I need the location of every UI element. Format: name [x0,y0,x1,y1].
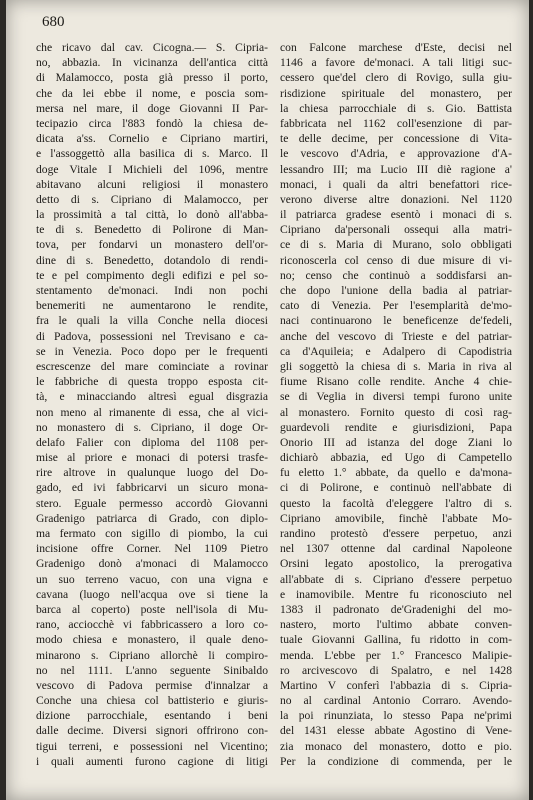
text-line: di Padova, possessioni nel Trevisano e ca- [36,329,268,343]
text-line: risdizione spirituale del monastero, per [280,86,512,100]
text-line: e inamovibile. Mentre fu riconosciuto nel [280,587,512,601]
text-line: modo chiesa e monastero, il quale deno- [36,633,268,647]
text-line: no al cardinal Antonio Corraro. Avendo- [280,694,512,708]
text-line: no monastero di s. Cipriano, il doge Or- [36,420,268,434]
text-line: delafo Falier con diploma del 1108 per- [36,435,268,449]
text-line: barca al coperto) poste nell'isola di Mu- [36,602,268,616]
text-line: cato di Venezia. Per l'esemplarità de'mo- [280,299,512,313]
text-line: detto di s. Cipriano di Malamocco, per [36,192,268,206]
text-line: al monastero. Fornito questo di così rag- [280,405,512,419]
right-column [280,40,512,769]
text-line: Martino V conferì l'abbazia di s. Cipria- [280,678,512,692]
text-line: rano, acciocchè vi fabbricassero a loro co- [36,618,268,632]
text-line: incisione offre Corner. Nel 1109 Pietro [36,542,268,556]
text-line: Per la condizione di commenda, per le [280,754,512,768]
text-line: no nel 1111. L'anno seguente Sinibaldo [36,663,268,677]
text-line: minarono s. Cipriano allorchè li compiro- [36,648,268,662]
text-line: cessero que'del clero di Rovigo, sulla giu- [280,71,512,85]
text-line: la chiesa parrocchiale di s. Gio. Battista [280,101,512,115]
text-line: naci continuarono le beneficenze de'fedeli, [280,314,512,328]
text-line: la prossimità a tal città, lo donò all'abba- [36,208,268,222]
text-line: Orsini legato apostolico, la prerogativa [280,557,512,571]
text-line: benemeriti ne aumentarono le rendite, [36,299,268,313]
text-line: tuale Giovanni Gallina, fu ridotto in com- [280,633,512,647]
text-line: non meno al rimanente di essa, che al vici- [36,405,268,419]
text-line: e l'assoggettò alla basilica di s. Marco. Il [36,147,268,161]
text-line: Cipriano da'personali ossequi alla matri- [280,223,512,237]
text-line: mise al priore e monaci di potersi trasfe- [36,451,268,465]
text-line: 1146 a favore de'monaci. A tali litigi suc- [280,56,512,70]
text-line: no; censo che continuò a soddisfarsi an- [280,268,512,282]
text-line: Cipriano amovibile, finchè l'abbate Mo- [280,511,512,525]
text-line: dichiarò abbazia, ed Ugo di Campetello [280,451,512,465]
text-line: fabbricata nel 1162 coll'esenzione di par- [280,116,512,130]
text-line: un suo terreno vacuo, con una vigna e [36,572,268,586]
text-line: ci di Polirone, e continuò nell'abbate di [280,481,512,495]
text-line: all'abbate di s. Cipriano d'essere perpetuo [280,572,512,586]
text-line: di Malamocco, posta già presso il porto, [36,71,268,85]
text-line: che ricavo dal cav. Cicogna.— S. Cipria- [36,41,268,54]
text-line: gado, ed ivi fabbricarvi un sicuro mona- [36,481,268,495]
text-line: stero. Eguale permesso accordò Giovanni [36,496,268,510]
text-line: tecipazio circa l'883 fondò la chiesa de- [36,116,268,130]
text-line: verono diverse altre donazioni. Nel 1120 [280,192,512,206]
text-line: cavana (luogo nell'acqua ove si tiene la [36,587,268,601]
text-line: zia monaco del monastero, dotto e pio. [280,739,512,753]
text-line: anche del vescovo di Trieste e del patriar- [280,329,512,343]
text-line: no, abbazia. In vicinanza dell'antica città [36,56,268,70]
text-line: se di Veglia in diversi tempi furono unite [280,390,512,404]
text-line: abitavano alcuni religiosi il monastero [36,177,268,191]
text-line: te di s. Benedetto di Polirone di Man- [36,223,268,237]
text-line: Onorio III ad istanza del doge Ziani lo [280,435,512,449]
text-line: randino protestò d'essere perpetuo, anzi [280,527,512,540]
text-line: fra le quali la villa Conche nella diocesi [36,314,268,328]
text-line: le fabbriche di questa troppo esposta cit- [36,375,268,389]
text-line: questo la facoltà d'eleggere l'altro di s. [280,496,512,510]
text-line: che dopo l'unione della badia al patriar- [280,284,512,297]
text-line: lessandro III; ma Lucio III diè ragione a' [280,162,512,176]
text-line: tova, per fondarvi un monastero dell'or- [36,238,268,252]
text-line: guardevoli rendite e giurisdizioni, Papa [280,420,512,434]
text-line: ro arcivescovo di Spalatro, e nel 1428 [280,663,512,677]
text-line: gli soggettò la chiesa di s. Maria in riva al [280,359,512,373]
text-line: riconoscerla col censo di due misure di vi- [280,253,512,267]
text-line: doge Vitale I Michieli del 1096, mentre [36,162,268,176]
page-number: 680 [42,14,65,30]
text-line: Gradenigo donò a'monaci di Malamocco [36,557,268,571]
text-line: Gradenigo patriarca di Grado, con diplo- [36,511,268,525]
text-line: Conche una chiesa col battisterio e giuris- [36,694,268,708]
text-line: le vescovo d'Adria, e approvazione d'A- [280,147,512,161]
text-line: ma fermato con sigillo di piombo, la cui [36,527,268,540]
text-line: 1383 il padronato de'Gradenighi del mo- [280,602,512,616]
text-line: ca d'Aquileia; e Adalpero di Capodistria [280,344,512,358]
text-line: mersa nel mare, il doge Giovanni II Par- [36,101,268,115]
text-line: stentamento de'monaci. Indi non pochi [36,284,268,297]
text-line: del 1431 elesse abbate Agostino di Vene- [280,724,512,738]
text-line: dalle decime. Diversi signori offrirono con- [36,724,268,738]
text-line: il patriarca gradese esentò i monaci di s. [280,208,512,222]
text-line: fu eletto 1.° abbate, da quello e da'mona- [280,466,512,480]
text-line: tigui terreni, e possessioni nel Vicentino; [36,739,268,753]
text-line: vescovo di Padova permise d'innalzar a [36,678,268,692]
text-line: nastero, morto l'ultimo abbate conven- [280,618,512,632]
text-line: che da lei ebbe il nome, e poscia som- [36,86,268,100]
text-line: menda. L'ebbe per 1.° Francesco Malipie- [280,648,512,662]
text-line: con Falcone marchese d'Este, decisi nel [280,41,512,54]
text-line: se in Venezia. Poco dopo per le frequenti [36,344,268,358]
text-line: dicata a'ss. Cornelio e Cipriano martiri, [36,132,268,146]
text-line: fiume Risano colle rendite. Anche 4 chie- [280,375,512,389]
text-line: te delle decime, per concessione di Vita- [280,132,512,146]
text-line: la poi rinunziata, lo stesso Papa ne'primi [280,709,512,723]
left-column [36,40,268,769]
book-page [6,0,529,800]
text-line: te e pel compimento degli edifizi e pel so- [36,268,268,282]
text-line: escrescenze del mare cominciate a rovinar [36,359,268,373]
text-line: dizione parrocchiale, esentando i beni [36,709,268,723]
text-line: dine di s. Benedetto, dotandolo di rendi- [36,253,268,267]
text-line: monaci, i quali da altri benefattori rice- [280,177,512,191]
text-line: tà, e minacciando altresì egual disgrazia [36,390,268,404]
text-line: i quali aumenti furono cagione di litigi [36,754,268,768]
text-line: nel 1307 ottenne dal cardinal Napoleone [280,542,512,556]
text-line: rire altrove in qualunque luogo del Do- [36,466,268,480]
text-line: ce di s. Maria di Murano, solo obbligati [280,238,512,252]
